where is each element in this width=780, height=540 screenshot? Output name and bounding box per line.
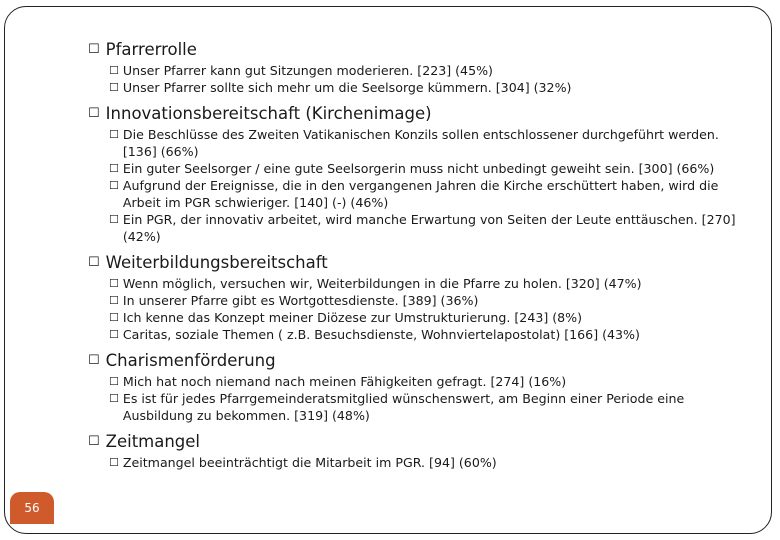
- checkbox-icon: ☐: [109, 64, 119, 77]
- section-innovationsbereitschaft: [88, 102, 748, 245]
- list-item: ☐ In unserer Pfarre gibt es Wortgottesdienste. [389] (36%): [109, 293, 479, 308]
- list-item: ☐ Ein PGR, der innovativ arbeitet, wird manche Erwartung von Seiten der Leute enttäuschen. [270] (42%): [109, 212, 736, 244]
- list-item: ☐ Ein guter Seelsorger / eine gute Seelsorgerin muss nicht unbedingt geweiht sein. [300] (66%): [109, 161, 715, 176]
- item-list: [109, 62, 748, 96]
- checkbox-icon: ☐: [88, 255, 100, 270]
- section-title: Zeitmangel: [105, 432, 201, 451]
- section-zeitmangel: [88, 430, 748, 471]
- checkbox-icon: ☐: [109, 162, 119, 175]
- list-item: ☐ Caritas, soziale Themen ( z.B. Besuchsdienste, Wohnviertelapostolat) [166] (43%): [109, 327, 640, 342]
- section-heading: [88, 251, 748, 275]
- section-title: Pfarrerrolle: [105, 40, 197, 59]
- checkbox-icon: ☐: [109, 456, 119, 469]
- item-list: [109, 126, 748, 245]
- section-title: Charismenförderung: [105, 351, 276, 370]
- list-item: ☐ Zeitmangel beeinträchtigt die Mitarbeit im PGR. [94] (60%): [109, 455, 497, 470]
- checkbox-icon: ☐: [109, 392, 119, 405]
- section-heading: [88, 102, 748, 126]
- checkbox-icon: ☐: [88, 42, 100, 57]
- checkbox-icon: ☐: [109, 311, 119, 324]
- item-list: [109, 373, 748, 424]
- list-item: ☐ Aufgrund der Ereignisse, die in den vergangenen Jahren die Kirche erschüttert haben, wird die Arbeit im PGR schwieriger. [140] (-) (46%): [109, 178, 719, 210]
- checkbox-icon: ☐: [109, 179, 119, 192]
- page-number-badge: 56: [10, 492, 54, 524]
- checkbox-icon: ☐: [109, 294, 119, 307]
- section-pfarrerrolle: [88, 38, 748, 96]
- list-item: ☐ Mich hat noch niemand nach meinen Fähigkeiten gefragt. [274] (16%): [109, 374, 567, 389]
- checkbox-icon: ☐: [88, 353, 100, 368]
- checkbox-icon: ☐: [109, 128, 119, 141]
- list-item: ☐ Die Beschlüsse des Zweiten Vatikanischen Konzils sollen entschlossener durchgeführt werden. [136] (66%): [109, 127, 719, 159]
- section-subtitle: (Kirchenimage): [305, 104, 432, 123]
- section-title: Weiterbildungsbereitschaft: [105, 253, 328, 272]
- section-weiterbildungsbereitschaft: [88, 251, 748, 343]
- checkbox-icon: ☐: [109, 375, 119, 388]
- list-item: ☐ Wenn möglich, versuchen wir, Weiterbildungen in die Pfarre zu holen. [320] (47%): [109, 276, 642, 291]
- checkbox-icon: ☐: [109, 277, 119, 290]
- list-item: ☐ Es ist für jedes Pfarrgemeinderatsmitglied wünschenswert, am Beginn einer Periode eine Ausbildung zu bekommen. [319] (48%): [109, 391, 685, 423]
- section-title: Innovationsbereitschaft: [105, 104, 301, 123]
- checkbox-icon: ☐: [109, 328, 119, 341]
- checkbox-icon: ☐: [88, 106, 100, 121]
- section-heading: [88, 38, 748, 62]
- checkbox-icon: ☐: [109, 81, 119, 94]
- list-item: ☐ Unser Pfarrer kann gut Sitzungen moderieren. [223] (45%): [109, 63, 493, 78]
- list-item: ☐ Unser Pfarrer sollte sich mehr um die Seelsorge kümmern. [304] (32%): [109, 80, 572, 95]
- section-heading: [88, 430, 748, 454]
- item-list: [109, 275, 748, 343]
- checkbox-icon: ☐: [88, 434, 100, 449]
- list-item: ☐ Ich kenne das Konzept meiner Diözese zur Umstrukturierung. [243] (8%): [109, 310, 583, 325]
- section-charismenfoerderung: [88, 349, 748, 424]
- item-list: [109, 454, 748, 471]
- checkbox-icon: ☐: [109, 213, 119, 226]
- section-heading: [88, 349, 748, 373]
- slide-content: [88, 38, 748, 471]
